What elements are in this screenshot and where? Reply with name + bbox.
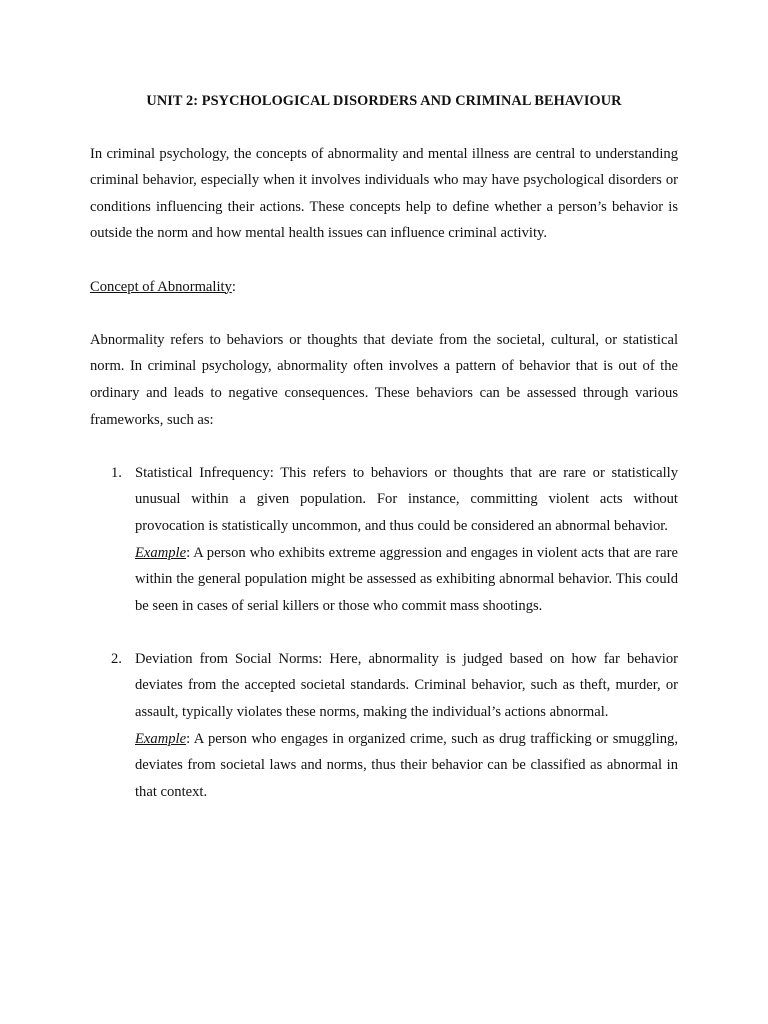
frameworks-list: [90, 460, 678, 806]
intro-paragraph: In criminal psychology, the concepts of abnormality and mental illness are central to understanding criminal behavior, especially when it involves individuals who may have psychological disorders or conditions influencing their actions. These concepts help to define whether a person’s behavior is outside the norm and how mental health issues can influence criminal activity.: [90, 145, 678, 242]
section-body-paragraph: Abnormality refers to behaviors or thoughts that deviate from the societal, cultural, or statistical norm. In criminal psychology, abnormality often involves a pattern of behavior that is out of the ordinary and leads to negative consequences. These behaviors can be assessed through various frameworks, such as:: [90, 331, 678, 428]
list-item-text: Statistical Infrequency: This refers to behaviors or thoughts that are rare or statistically unusual within a given population. For instance, committing violent acts without provocation is statistically uncommon, and thus could be considered an abnormal behavior.: [135, 464, 678, 534]
page-title: UNIT 2: PSYCHOLOGICAL DISORDERS AND CRIMINAL BEHAVIOUR: [146, 93, 622, 109]
section-heading-colon: :: [231, 278, 236, 295]
list-item-example: [135, 726, 678, 806]
list-item-number: 2.: [111, 650, 122, 667]
list-item-text: Deviation from Social Norms: Here, abnormality is judged based on how far behavior deviates from the accepted societal standards. Criminal behavior, such as theft, murder, or assault, typically violates these norms, making the individual’s actions abnormal.: [135, 650, 678, 721]
list-item: [90, 460, 678, 620]
list-item-number: 1.: [111, 464, 122, 481]
example-label: Example: [135, 544, 187, 561]
section-heading: [90, 274, 678, 301]
section-heading-text: Concept of Abnormality: [90, 278, 232, 295]
list-item: [90, 646, 678, 806]
example-text: : A person who engages in organized crime, such as drug trafficking or smuggling, deviates from societal laws and norms, thus their behavior can be classified as abnormal in that context.: [135, 730, 678, 800]
example-label: Example: [135, 730, 187, 747]
list-item-example: [135, 540, 678, 620]
example-text: : A person who exhibits extreme aggression and engages in violent acts that are rare within the general population might be assessed as exhibiting abnormal behavior. This could be seen in cases of serial killers or those who commit mass shootings.: [135, 544, 678, 614]
